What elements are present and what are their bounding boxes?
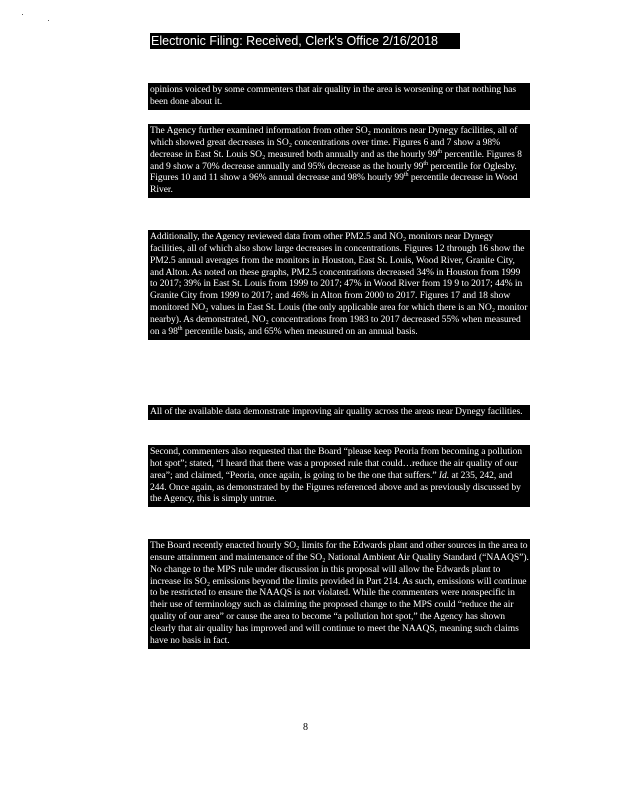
paragraph-text-segment: th	[177, 325, 183, 332]
paragraph-text-segment: Second, commenters also requested that the Board “please keep Peoria from becoming a pollution hot spot”; stated, “I heard that there was a proposed rule that could…reduce the air quality of our area”; and claimed, “Peoria, once again, is going to be the one that suffers.”	[150, 446, 523, 481]
paragraph-so2-monitors	[148, 124, 530, 198]
paragraph-text-segment: opinions voiced by some commenters that air quality in the area is worsening or that nothing has been done about it.	[150, 84, 517, 107]
paragraph-peoria-hot-spot	[148, 445, 530, 507]
paragraph-text-segment: th	[423, 160, 428, 167]
paragraph-text-segment: at 235, 242, and 244. Once again, as demonstrated by the Figures referenced above and as previously discussed by the Agency, this is simply untrue.	[150, 469, 521, 505]
paragraph-improving-air-quality	[148, 405, 530, 420]
paragraph-text-segment: percentile basis, and 65% when measured on an annual basis.	[182, 325, 418, 337]
paragraph-text-segment: All of the available data demonstrate improving air quality across the areas near Dynegy facilities.	[150, 406, 523, 417]
paragraph-text-segment: The Agency further examined information from other SO₂ monitors near Dynegy facilities, all of which showed great decreases in SO₂ concentrations over time. Figures 6 and 7 show a 98% decrease in East St. Louis SO₂ measured both annually and as the hourly 99	[150, 125, 518, 160]
paragraph-text-segment: th	[403, 172, 409, 179]
paragraph-edwards-plant-limits	[148, 539, 530, 649]
paragraph-text-segment: percentile. Figures 8 and 9 show a 70% decrease annually and 95% decrease as the hourly 99	[150, 148, 522, 172]
scan-speck	[22, 14, 23, 15]
scan-speck	[48, 20, 49, 21]
electronic-filing-header: Electronic Filing: Received, Clerk's Office 2/16/2018	[150, 33, 460, 49]
paragraph-text-segment: Additionally, the Agency reviewed data from other PM2.5 and NO₂ monitors near Dynegy facilities, all of which also show large decreases in concentrations. Figures 12 through 16 show the PM2.5 annual averages from the monitors in Houston, East St. Louis, Wood River, Granite City, and Alton. As noted on these graphs, PM2.5 concentrations decreased 34% in Houston from 1999 to 2017; 39% in East St. Louis from 1999 to 2017; 47% in Wood River from 19 9 to 2017; 44% in Granite City from 1999 to 2017; and 46% in Alton from 2000 to 2017. Figures 17 and 18 show monitored NO₂ values in East St. Louis (the only applicable area for which there is an NO₂ monitor nearby). As demonstrated, NO₂ concentrations from 1983 to 2017 decreased 55% when measured on a 98	[150, 231, 528, 337]
paragraph-text-segment: percentile decrease in Wood River.	[150, 172, 518, 196]
paragraph-text-segment: The Board recently enacted hourly SO₂ limits for the Edwards plant and other sources in the area to ensure attainment and maintenance of the SO₂ National Ambient Air Quality Standard (“NAAQS”). No change to the MPS rule under discussion in this proposal will allow the Edwards plant to increase its SO₂ emissions beyond the limits provided in Part 214. As such, emissions will continue to be restricted to ensure the NAAQS is not violated. While the commenters were nonspecific in their use of terminology such as claiming the proposed change to the MPS could “reduce the air quality of our area” or cause the area to become “a pollution hot spot,” the Agency has shown clearly that air quality has improved and will continue to meet the NAAQS, meaning such claims have no basis in fact.	[150, 540, 529, 646]
paragraph-text-segment: th	[437, 148, 442, 155]
paragraph-text-segment: Id.	[438, 469, 450, 481]
paragraph-text-segment: percentile for Oglesby. Figures 10 and 11 show a 96% annual decrease and 98% hourly 99	[150, 160, 517, 184]
paragraph-pm25-no2-monitors	[148, 230, 530, 340]
page-number: 8	[303, 722, 308, 733]
paragraph-air-quality-opinions	[148, 83, 530, 110]
